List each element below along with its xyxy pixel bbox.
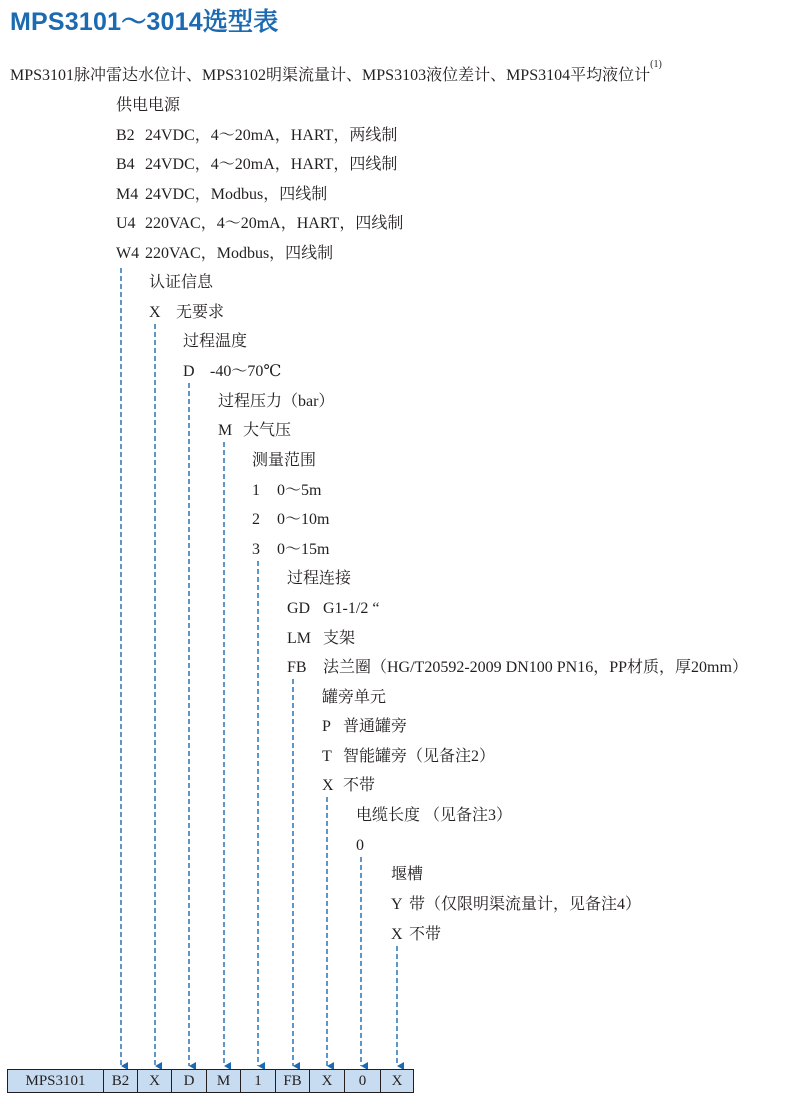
product-series-text: MPS3101脉冲雷达水位计、MPS3102明渠流量计、MPS3103液位差计、MPS3104平均液位计 [10,67,651,84]
order-code-cell-power-supply: B2 [103,1070,137,1092]
option-code: T [322,748,332,765]
order-code-cell-certification: X [137,1070,171,1092]
option-code: 2 [252,511,260,528]
order-code-table [7,1069,414,1093]
option-code: X [391,926,403,943]
page-title: MPS3101～3014选型表 [10,8,279,36]
option-desc: 24VDC，4～20mA，HART，两线制 [145,127,398,144]
section-heading-certification: 认证信息 [149,274,214,291]
section-heading-tank-side-unit: 罐旁单元 [322,689,387,706]
order-code-cell-process-connection: FB [275,1070,309,1092]
option-desc: 220VAC，Modbus，四线制 [145,245,334,262]
order-code-cell-cable-length: 0 [344,1070,380,1092]
section-heading-weir: 堰槽 [391,866,424,883]
order-code-cell-measuring-range: 1 [240,1070,275,1092]
option-code: D [183,363,195,380]
footnote-marker: (1) [650,59,662,70]
option-desc: 220VAC，4～20mA，HART，四线制 [145,215,404,232]
option-code: 0 [356,837,364,854]
option-code: B2 [116,127,135,144]
section-heading-process-temperature: 过程温度 [183,333,248,350]
option-desc: 法兰圈（HG/T20592-2009 DN100 PN16，PP材质，厚20mm） [323,659,748,676]
option-desc: 普通罐旁 [343,718,408,735]
option-code: 1 [252,482,260,499]
order-code-cell-process-pressure: M [206,1070,240,1092]
option-desc: 0～5m [277,482,322,499]
section-heading-measuring-range: 测量范围 [252,452,317,469]
option-code: W4 [116,245,140,262]
option-desc: 智能罐旁（见备注2） [343,748,496,765]
section-heading-cable-length: 电缆长度 （见备注3） [356,807,513,824]
option-desc: 不带 [343,777,376,794]
option-code: X [149,304,161,321]
option-code: B4 [116,156,135,173]
option-code: X [322,777,334,794]
option-code: 3 [252,541,260,558]
option-code: FB [287,659,307,676]
option-desc: 大气压 [243,422,292,439]
option-desc: 0～10m [277,511,330,528]
order-code-cell-weir: X [380,1070,413,1092]
option-desc: G1-1/2 “ [323,600,380,617]
option-desc: 不带 [409,926,442,943]
order-code-cell-process-temperature: D [171,1070,206,1092]
section-heading-process-pressure: 过程压力（bar） [218,393,335,410]
option-code: M [218,422,233,439]
option-desc: 24VDC，4～20mA，HART，四线制 [145,156,398,173]
option-code: Y [391,896,403,913]
option-code: P [322,718,331,735]
option-desc: 无要求 [176,304,225,321]
option-desc: 带（仅限明渠流量计，见备注4） [409,896,642,913]
option-code: LM [287,630,311,647]
option-desc: 0～15m [277,541,330,558]
option-code: M4 [116,186,139,203]
option-desc: 支架 [323,630,356,647]
option-code: U4 [116,215,136,232]
order-code-cell-tank-side-unit: X [309,1070,344,1092]
option-code: GD [287,600,311,617]
order-code-cell-model: MPS3101 [25,1073,86,1089]
option-desc: -40～70℃ [210,363,282,380]
section-heading-process-connection: 过程连接 [287,570,352,587]
section-heading-power-supply: 供电电源 [116,97,181,114]
option-desc: 24VDC，Modbus，四线制 [145,186,328,203]
